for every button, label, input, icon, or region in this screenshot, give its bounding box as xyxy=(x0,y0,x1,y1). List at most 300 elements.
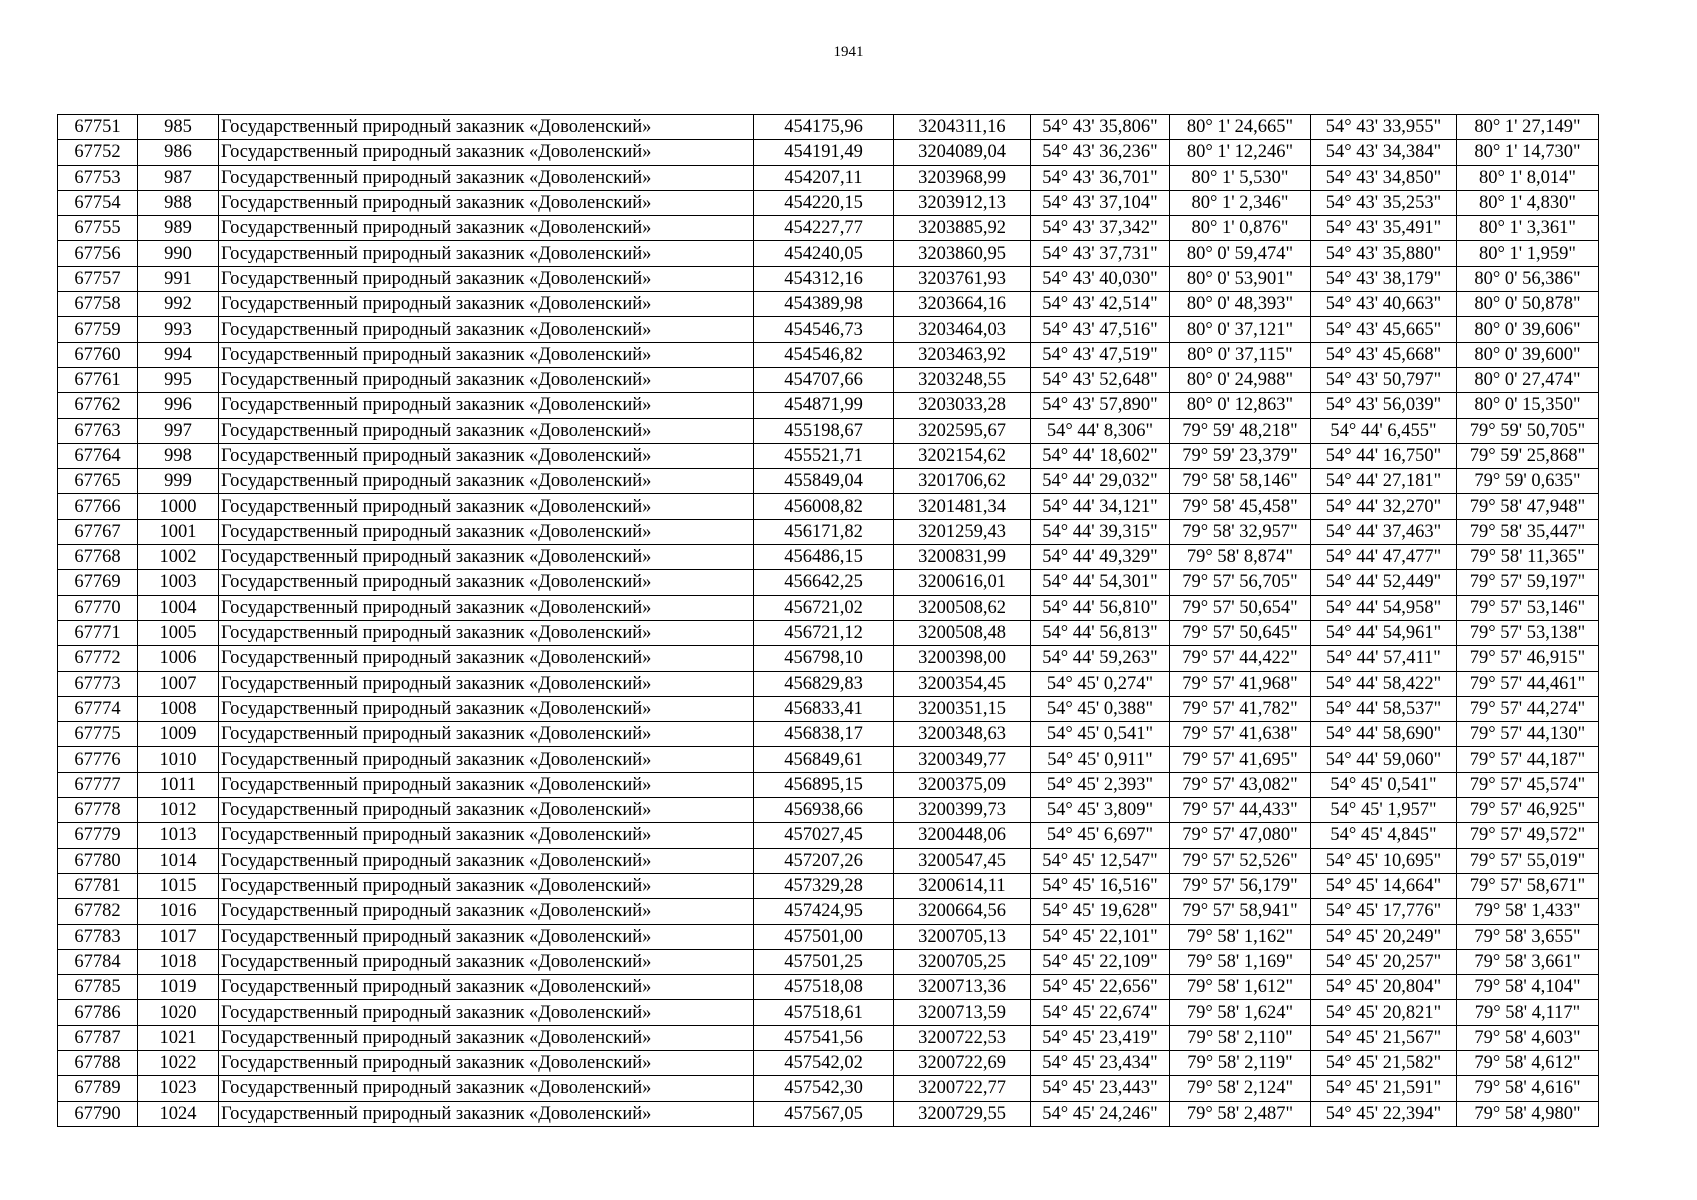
table-row xyxy=(58,241,1599,266)
point-number-cell: 988 xyxy=(138,190,219,215)
latitude-1-cell: 54° 45' 12,547" xyxy=(1031,848,1170,873)
object-name-cell: Государственный природный заказник «Доволенский» xyxy=(219,570,754,595)
record-id-cell: 67758 xyxy=(58,292,138,317)
longitude-1-cell: 79° 58' 2,119" xyxy=(1170,1050,1311,1075)
object-name-cell: Государственный природный заказник «Доволенский» xyxy=(219,1076,754,1101)
longitude-2-cell: 79° 58' 3,655" xyxy=(1457,924,1599,949)
latitude-2-cell: 54° 44' 58,537" xyxy=(1311,696,1457,721)
x-coordinate-cell: 457501,25 xyxy=(754,949,894,974)
longitude-2-cell: 79° 57' 53,146" xyxy=(1457,595,1599,620)
x-coordinate-cell: 456829,83 xyxy=(754,671,894,696)
latitude-1-cell: 54° 44' 54,301" xyxy=(1031,570,1170,595)
x-coordinate-cell: 456938,66 xyxy=(754,798,894,823)
object-name-cell: Государственный природный заказник «Доволенский» xyxy=(219,443,754,468)
point-number-cell: 997 xyxy=(138,418,219,443)
longitude-2-cell: 79° 57' 53,138" xyxy=(1457,620,1599,645)
longitude-2-cell: 79° 59' 0,635" xyxy=(1457,469,1599,494)
longitude-1-cell: 79° 57' 58,941" xyxy=(1170,899,1311,924)
record-id-cell: 67786 xyxy=(58,1000,138,1025)
y-coordinate-cell: 3200375,09 xyxy=(894,772,1031,797)
record-id-cell: 67759 xyxy=(58,317,138,342)
record-id-cell: 67788 xyxy=(58,1050,138,1075)
y-coordinate-cell: 3200351,15 xyxy=(894,696,1031,721)
longitude-1-cell: 79° 58' 8,874" xyxy=(1170,545,1311,570)
latitude-2-cell: 54° 45' 4,845" xyxy=(1311,823,1457,848)
y-coordinate-cell: 3202154,62 xyxy=(894,443,1031,468)
point-number-cell: 994 xyxy=(138,342,219,367)
latitude-2-cell: 54° 44' 54,961" xyxy=(1311,620,1457,645)
x-coordinate-cell: 454240,05 xyxy=(754,241,894,266)
latitude-1-cell: 54° 43' 37,104" xyxy=(1031,190,1170,215)
point-number-cell: 999 xyxy=(138,469,219,494)
x-coordinate-cell: 457329,28 xyxy=(754,873,894,898)
latitude-1-cell: 54° 44' 56,810" xyxy=(1031,595,1170,620)
x-coordinate-cell: 454191,49 xyxy=(754,140,894,165)
point-number-cell: 989 xyxy=(138,216,219,241)
table-row xyxy=(58,292,1599,317)
longitude-2-cell: 80° 0' 50,878" xyxy=(1457,292,1599,317)
longitude-1-cell: 79° 57' 50,645" xyxy=(1170,620,1311,645)
object-name-cell: Государственный природный заказник «Доволенский» xyxy=(219,469,754,494)
x-coordinate-cell: 456008,82 xyxy=(754,494,894,519)
x-coordinate-cell: 457518,08 xyxy=(754,975,894,1000)
record-id-cell: 67785 xyxy=(58,975,138,1000)
latitude-2-cell: 54° 45' 0,541" xyxy=(1311,772,1457,797)
x-coordinate-cell: 454207,11 xyxy=(754,165,894,190)
latitude-1-cell: 54° 45' 2,393" xyxy=(1031,772,1170,797)
latitude-2-cell: 54° 44' 6,455" xyxy=(1311,418,1457,443)
record-id-cell: 67764 xyxy=(58,443,138,468)
table-row xyxy=(58,873,1599,898)
object-name-cell: Государственный природный заказник «Доволенский» xyxy=(219,418,754,443)
longitude-1-cell: 79° 57' 44,422" xyxy=(1170,646,1311,671)
y-coordinate-cell: 3203968,99 xyxy=(894,165,1031,190)
point-number-cell: 995 xyxy=(138,367,219,392)
latitude-1-cell: 54° 45' 22,674" xyxy=(1031,1000,1170,1025)
table-row xyxy=(58,620,1599,645)
x-coordinate-cell: 457518,61 xyxy=(754,1000,894,1025)
longitude-1-cell: 79° 58' 1,612" xyxy=(1170,975,1311,1000)
x-coordinate-cell: 456171,82 xyxy=(754,519,894,544)
table-row xyxy=(58,140,1599,165)
x-coordinate-cell: 457542,02 xyxy=(754,1050,894,1075)
longitude-1-cell: 79° 57' 41,968" xyxy=(1170,671,1311,696)
longitude-1-cell: 79° 57' 41,695" xyxy=(1170,747,1311,772)
table-row xyxy=(58,1101,1599,1126)
latitude-1-cell: 54° 45' 23,434" xyxy=(1031,1050,1170,1075)
x-coordinate-cell: 454389,98 xyxy=(754,292,894,317)
table-row xyxy=(58,342,1599,367)
longitude-1-cell: 80° 1' 12,246" xyxy=(1170,140,1311,165)
record-id-cell: 67780 xyxy=(58,848,138,873)
object-name-cell: Государственный природный заказник «Доволенский» xyxy=(219,216,754,241)
x-coordinate-cell: 456798,10 xyxy=(754,646,894,671)
object-name-cell: Государственный природный заказник «Доволенский» xyxy=(219,190,754,215)
record-id-cell: 67778 xyxy=(58,798,138,823)
record-id-cell: 67755 xyxy=(58,216,138,241)
longitude-1-cell: 79° 57' 56,705" xyxy=(1170,570,1311,595)
longitude-2-cell: 79° 57' 55,019" xyxy=(1457,848,1599,873)
latitude-1-cell: 54° 44' 18,602" xyxy=(1031,443,1170,468)
y-coordinate-cell: 3200398,00 xyxy=(894,646,1031,671)
y-coordinate-cell: 3203463,92 xyxy=(894,342,1031,367)
object-name-cell: Государственный природный заказник «Доволенский» xyxy=(219,266,754,291)
latitude-2-cell: 54° 44' 58,690" xyxy=(1311,722,1457,747)
point-number-cell: 1002 xyxy=(138,545,219,570)
record-id-cell: 67766 xyxy=(58,494,138,519)
table-row xyxy=(58,975,1599,1000)
record-id-cell: 67781 xyxy=(58,873,138,898)
x-coordinate-cell: 454220,15 xyxy=(754,190,894,215)
latitude-1-cell: 54° 44' 34,121" xyxy=(1031,494,1170,519)
latitude-2-cell: 54° 45' 17,776" xyxy=(1311,899,1457,924)
latitude-1-cell: 54° 45' 0,274" xyxy=(1031,671,1170,696)
latitude-2-cell: 54° 45' 21,591" xyxy=(1311,1076,1457,1101)
longitude-1-cell: 79° 57' 44,433" xyxy=(1170,798,1311,823)
latitude-1-cell: 54° 44' 56,813" xyxy=(1031,620,1170,645)
latitude-2-cell: 54° 44' 16,750" xyxy=(1311,443,1457,468)
longitude-2-cell: 79° 58' 4,980" xyxy=(1457,1101,1599,1126)
point-number-cell: 1021 xyxy=(138,1025,219,1050)
y-coordinate-cell: 3200722,77 xyxy=(894,1076,1031,1101)
point-number-cell: 1008 xyxy=(138,696,219,721)
y-coordinate-cell: 3200722,69 xyxy=(894,1050,1031,1075)
table-row xyxy=(58,494,1599,519)
longitude-2-cell: 80° 0' 39,606" xyxy=(1457,317,1599,342)
object-name-cell: Государственный природный заказник «Доволенский» xyxy=(219,747,754,772)
point-number-cell: 1009 xyxy=(138,722,219,747)
point-number-cell: 1013 xyxy=(138,823,219,848)
longitude-1-cell: 79° 58' 32,957" xyxy=(1170,519,1311,544)
table-row xyxy=(58,595,1599,620)
x-coordinate-cell: 456849,61 xyxy=(754,747,894,772)
x-coordinate-cell: 455849,04 xyxy=(754,469,894,494)
latitude-1-cell: 54° 44' 59,263" xyxy=(1031,646,1170,671)
table-row xyxy=(58,367,1599,392)
latitude-2-cell: 54° 45' 1,957" xyxy=(1311,798,1457,823)
longitude-1-cell: 79° 57' 47,080" xyxy=(1170,823,1311,848)
record-id-cell: 67757 xyxy=(58,266,138,291)
table-row xyxy=(58,1000,1599,1025)
longitude-2-cell: 79° 57' 44,130" xyxy=(1457,722,1599,747)
object-name-cell: Государственный природный заказник «Доволенский» xyxy=(219,798,754,823)
latitude-1-cell: 54° 43' 36,236" xyxy=(1031,140,1170,165)
y-coordinate-cell: 3200705,13 xyxy=(894,924,1031,949)
longitude-2-cell: 80° 0' 56,386" xyxy=(1457,266,1599,291)
latitude-2-cell: 54° 45' 21,582" xyxy=(1311,1050,1457,1075)
table-row xyxy=(58,418,1599,443)
y-coordinate-cell: 3203761,93 xyxy=(894,266,1031,291)
record-id-cell: 67763 xyxy=(58,418,138,443)
object-name-cell: Государственный природный заказник «Доволенский» xyxy=(219,545,754,570)
latitude-1-cell: 54° 43' 40,030" xyxy=(1031,266,1170,291)
latitude-1-cell: 54° 43' 47,516" xyxy=(1031,317,1170,342)
longitude-1-cell: 79° 58' 45,458" xyxy=(1170,494,1311,519)
point-number-cell: 1001 xyxy=(138,519,219,544)
point-number-cell: 1000 xyxy=(138,494,219,519)
latitude-2-cell: 54° 43' 34,850" xyxy=(1311,165,1457,190)
longitude-2-cell: 79° 58' 47,948" xyxy=(1457,494,1599,519)
table-body xyxy=(58,115,1599,1127)
x-coordinate-cell: 455521,71 xyxy=(754,443,894,468)
x-coordinate-cell: 454546,73 xyxy=(754,317,894,342)
table-row xyxy=(58,823,1599,848)
x-coordinate-cell: 457541,56 xyxy=(754,1025,894,1050)
y-coordinate-cell: 3203664,16 xyxy=(894,292,1031,317)
y-coordinate-cell: 3200614,11 xyxy=(894,873,1031,898)
longitude-2-cell: 79° 57' 45,574" xyxy=(1457,772,1599,797)
longitude-1-cell: 79° 58' 2,124" xyxy=(1170,1076,1311,1101)
longitude-1-cell: 80° 1' 5,530" xyxy=(1170,165,1311,190)
y-coordinate-cell: 3203033,28 xyxy=(894,393,1031,418)
latitude-2-cell: 54° 44' 52,449" xyxy=(1311,570,1457,595)
latitude-2-cell: 54° 45' 10,695" xyxy=(1311,848,1457,873)
object-name-cell: Государственный природный заказник «Доволенский» xyxy=(219,772,754,797)
x-coordinate-cell: 456833,41 xyxy=(754,696,894,721)
x-coordinate-cell: 454312,16 xyxy=(754,266,894,291)
y-coordinate-cell: 3204089,04 xyxy=(894,140,1031,165)
longitude-1-cell: 79° 59' 48,218" xyxy=(1170,418,1311,443)
y-coordinate-cell: 3204311,16 xyxy=(894,115,1031,140)
latitude-2-cell: 54° 43' 33,955" xyxy=(1311,115,1457,140)
table-row xyxy=(58,848,1599,873)
x-coordinate-cell: 457424,95 xyxy=(754,899,894,924)
point-number-cell: 1016 xyxy=(138,899,219,924)
latitude-2-cell: 54° 43' 38,179" xyxy=(1311,266,1457,291)
x-coordinate-cell: 454546,82 xyxy=(754,342,894,367)
record-id-cell: 67776 xyxy=(58,747,138,772)
latitude-1-cell: 54° 45' 22,656" xyxy=(1031,975,1170,1000)
latitude-1-cell: 54° 43' 57,890" xyxy=(1031,393,1170,418)
point-number-cell: 1018 xyxy=(138,949,219,974)
latitude-2-cell: 54° 44' 57,411" xyxy=(1311,646,1457,671)
object-name-cell: Государственный природный заказник «Доволенский» xyxy=(219,696,754,721)
x-coordinate-cell: 457567,05 xyxy=(754,1101,894,1126)
longitude-2-cell: 80° 0' 15,350" xyxy=(1457,393,1599,418)
longitude-2-cell: 79° 57' 44,274" xyxy=(1457,696,1599,721)
latitude-1-cell: 54° 45' 0,911" xyxy=(1031,747,1170,772)
latitude-1-cell: 54° 45' 23,419" xyxy=(1031,1025,1170,1050)
object-name-cell: Государственный природный заказник «Доволенский» xyxy=(219,873,754,898)
object-name-cell: Государственный природный заказник «Доволенский» xyxy=(219,342,754,367)
latitude-1-cell: 54° 45' 22,109" xyxy=(1031,949,1170,974)
x-coordinate-cell: 454707,66 xyxy=(754,367,894,392)
latitude-1-cell: 54° 43' 36,701" xyxy=(1031,165,1170,190)
record-id-cell: 67783 xyxy=(58,924,138,949)
point-number-cell: 1011 xyxy=(138,772,219,797)
latitude-1-cell: 54° 45' 6,697" xyxy=(1031,823,1170,848)
longitude-2-cell: 79° 58' 4,603" xyxy=(1457,1025,1599,1050)
object-name-cell: Государственный природный заказник «Доволенский» xyxy=(219,367,754,392)
latitude-1-cell: 54° 45' 3,809" xyxy=(1031,798,1170,823)
longitude-2-cell: 79° 58' 35,447" xyxy=(1457,519,1599,544)
point-number-cell: 985 xyxy=(138,115,219,140)
point-number-cell: 1010 xyxy=(138,747,219,772)
longitude-2-cell: 79° 59' 50,705" xyxy=(1457,418,1599,443)
latitude-1-cell: 54° 44' 8,306" xyxy=(1031,418,1170,443)
record-id-cell: 67752 xyxy=(58,140,138,165)
x-coordinate-cell: 456642,25 xyxy=(754,570,894,595)
latitude-2-cell: 54° 45' 20,257" xyxy=(1311,949,1457,974)
latitude-2-cell: 54° 43' 50,797" xyxy=(1311,367,1457,392)
x-coordinate-cell: 456721,12 xyxy=(754,620,894,645)
longitude-1-cell: 79° 58' 1,169" xyxy=(1170,949,1311,974)
longitude-1-cell: 79° 57' 41,782" xyxy=(1170,696,1311,721)
latitude-1-cell: 54° 43' 42,514" xyxy=(1031,292,1170,317)
object-name-cell: Государственный природный заказник «Доволенский» xyxy=(219,975,754,1000)
object-name-cell: Государственный природный заказник «Доволенский» xyxy=(219,292,754,317)
latitude-1-cell: 54° 45' 23,443" xyxy=(1031,1076,1170,1101)
object-name-cell: Государственный природный заказник «Доволенский» xyxy=(219,646,754,671)
record-id-cell: 67774 xyxy=(58,696,138,721)
object-name-cell: Государственный природный заказник «Доволенский» xyxy=(219,1000,754,1025)
latitude-2-cell: 54° 43' 34,384" xyxy=(1311,140,1457,165)
table-row xyxy=(58,115,1599,140)
longitude-2-cell: 80° 1' 4,830" xyxy=(1457,190,1599,215)
object-name-cell: Государственный природный заказник «Доволенский» xyxy=(219,519,754,544)
table-row xyxy=(58,899,1599,924)
point-number-cell: 1005 xyxy=(138,620,219,645)
longitude-2-cell: 79° 58' 4,616" xyxy=(1457,1076,1599,1101)
point-number-cell: 1015 xyxy=(138,873,219,898)
y-coordinate-cell: 3202595,67 xyxy=(894,418,1031,443)
point-number-cell: 1024 xyxy=(138,1101,219,1126)
latitude-1-cell: 54° 44' 29,032" xyxy=(1031,469,1170,494)
longitude-2-cell: 79° 57' 49,572" xyxy=(1457,823,1599,848)
object-name-cell: Государственный природный заказник «Доволенский» xyxy=(219,595,754,620)
x-coordinate-cell: 457027,45 xyxy=(754,823,894,848)
y-coordinate-cell: 3200508,48 xyxy=(894,620,1031,645)
object-name-cell: Государственный природный заказник «Доволенский» xyxy=(219,115,754,140)
y-coordinate-cell: 3201481,34 xyxy=(894,494,1031,519)
latitude-1-cell: 54° 44' 49,329" xyxy=(1031,545,1170,570)
record-id-cell: 67751 xyxy=(58,115,138,140)
longitude-1-cell: 80° 0' 48,393" xyxy=(1170,292,1311,317)
longitude-1-cell: 80° 1' 2,346" xyxy=(1170,190,1311,215)
table-row xyxy=(58,1050,1599,1075)
y-coordinate-cell: 3200354,45 xyxy=(894,671,1031,696)
longitude-1-cell: 79° 57' 41,638" xyxy=(1170,722,1311,747)
longitude-1-cell: 79° 58' 58,146" xyxy=(1170,469,1311,494)
table-row xyxy=(58,646,1599,671)
x-coordinate-cell: 454227,77 xyxy=(754,216,894,241)
point-number-cell: 993 xyxy=(138,317,219,342)
record-id-cell: 67761 xyxy=(58,367,138,392)
longitude-2-cell: 80° 1' 8,014" xyxy=(1457,165,1599,190)
longitude-1-cell: 80° 0' 12,863" xyxy=(1170,393,1311,418)
record-id-cell: 67760 xyxy=(58,342,138,367)
record-id-cell: 67771 xyxy=(58,620,138,645)
point-number-cell: 1019 xyxy=(138,975,219,1000)
y-coordinate-cell: 3203885,92 xyxy=(894,216,1031,241)
longitude-1-cell: 79° 57' 50,654" xyxy=(1170,595,1311,620)
point-number-cell: 998 xyxy=(138,443,219,468)
y-coordinate-cell: 3200729,55 xyxy=(894,1101,1031,1126)
x-coordinate-cell: 456486,15 xyxy=(754,545,894,570)
longitude-1-cell: 80° 0' 59,474" xyxy=(1170,241,1311,266)
latitude-2-cell: 54° 45' 21,567" xyxy=(1311,1025,1457,1050)
longitude-2-cell: 79° 57' 44,461" xyxy=(1457,671,1599,696)
latitude-1-cell: 54° 43' 47,519" xyxy=(1031,342,1170,367)
table-row xyxy=(58,216,1599,241)
latitude-2-cell: 54° 43' 35,491" xyxy=(1311,216,1457,241)
record-id-cell: 67756 xyxy=(58,241,138,266)
longitude-1-cell: 80° 1' 24,665" xyxy=(1170,115,1311,140)
y-coordinate-cell: 3200508,62 xyxy=(894,595,1031,620)
longitude-1-cell: 79° 57' 56,179" xyxy=(1170,873,1311,898)
point-number-cell: 1012 xyxy=(138,798,219,823)
table-row xyxy=(58,747,1599,772)
table-row xyxy=(58,1076,1599,1101)
longitude-2-cell: 80° 0' 39,600" xyxy=(1457,342,1599,367)
y-coordinate-cell: 3200713,59 xyxy=(894,1000,1031,1025)
coordinates-table xyxy=(57,114,1599,1127)
point-number-cell: 1003 xyxy=(138,570,219,595)
table-row xyxy=(58,266,1599,291)
latitude-2-cell: 54° 45' 20,821" xyxy=(1311,1000,1457,1025)
table-row xyxy=(58,570,1599,595)
table-row xyxy=(58,671,1599,696)
latitude-1-cell: 54° 45' 16,516" xyxy=(1031,873,1170,898)
record-id-cell: 67768 xyxy=(58,545,138,570)
longitude-1-cell: 79° 59' 23,379" xyxy=(1170,443,1311,468)
longitude-1-cell: 80° 0' 37,115" xyxy=(1170,342,1311,367)
longitude-1-cell: 79° 58' 2,110" xyxy=(1170,1025,1311,1050)
object-name-cell: Государственный природный заказник «Доволенский» xyxy=(219,140,754,165)
latitude-1-cell: 54° 44' 39,315" xyxy=(1031,519,1170,544)
latitude-2-cell: 54° 45' 20,249" xyxy=(1311,924,1457,949)
record-id-cell: 67782 xyxy=(58,899,138,924)
object-name-cell: Государственный природный заказник «Доволенский» xyxy=(219,393,754,418)
table-row xyxy=(58,519,1599,544)
object-name-cell: Государственный природный заказник «Доволенский» xyxy=(219,823,754,848)
record-id-cell: 67772 xyxy=(58,646,138,671)
y-coordinate-cell: 3201706,62 xyxy=(894,469,1031,494)
latitude-1-cell: 54° 43' 37,342" xyxy=(1031,216,1170,241)
longitude-2-cell: 79° 58' 11,365" xyxy=(1457,545,1599,570)
latitude-2-cell: 54° 43' 40,663" xyxy=(1311,292,1457,317)
object-name-cell: Государственный природный заказник «Доволенский» xyxy=(219,241,754,266)
object-name-cell: Государственный природный заказник «Доволенский» xyxy=(219,924,754,949)
table-row xyxy=(58,696,1599,721)
x-coordinate-cell: 455198,67 xyxy=(754,418,894,443)
object-name-cell: Государственный природный заказник «Доволенский» xyxy=(219,722,754,747)
latitude-2-cell: 54° 44' 54,958" xyxy=(1311,595,1457,620)
latitude-2-cell: 54° 45' 14,664" xyxy=(1311,873,1457,898)
y-coordinate-cell: 3200722,53 xyxy=(894,1025,1031,1050)
record-id-cell: 67775 xyxy=(58,722,138,747)
x-coordinate-cell: 454871,99 xyxy=(754,393,894,418)
table-row xyxy=(58,772,1599,797)
point-number-cell: 1004 xyxy=(138,595,219,620)
y-coordinate-cell: 3200616,01 xyxy=(894,570,1031,595)
latitude-1-cell: 54° 45' 22,101" xyxy=(1031,924,1170,949)
point-number-cell: 1020 xyxy=(138,1000,219,1025)
table-row xyxy=(58,1025,1599,1050)
latitude-2-cell: 54° 45' 20,804" xyxy=(1311,975,1457,1000)
latitude-2-cell: 54° 44' 59,060" xyxy=(1311,747,1457,772)
object-name-cell: Государственный природный заказник «Доволенский» xyxy=(219,949,754,974)
record-id-cell: 67762 xyxy=(58,393,138,418)
longitude-2-cell: 79° 58' 4,612" xyxy=(1457,1050,1599,1075)
latitude-1-cell: 54° 45' 19,628" xyxy=(1031,899,1170,924)
longitude-2-cell: 79° 57' 59,197" xyxy=(1457,570,1599,595)
latitude-1-cell: 54° 45' 0,388" xyxy=(1031,696,1170,721)
object-name-cell: Государственный природный заказник «Доволенский» xyxy=(219,899,754,924)
longitude-1-cell: 79° 58' 1,162" xyxy=(1170,924,1311,949)
record-id-cell: 67769 xyxy=(58,570,138,595)
record-id-cell: 67777 xyxy=(58,772,138,797)
